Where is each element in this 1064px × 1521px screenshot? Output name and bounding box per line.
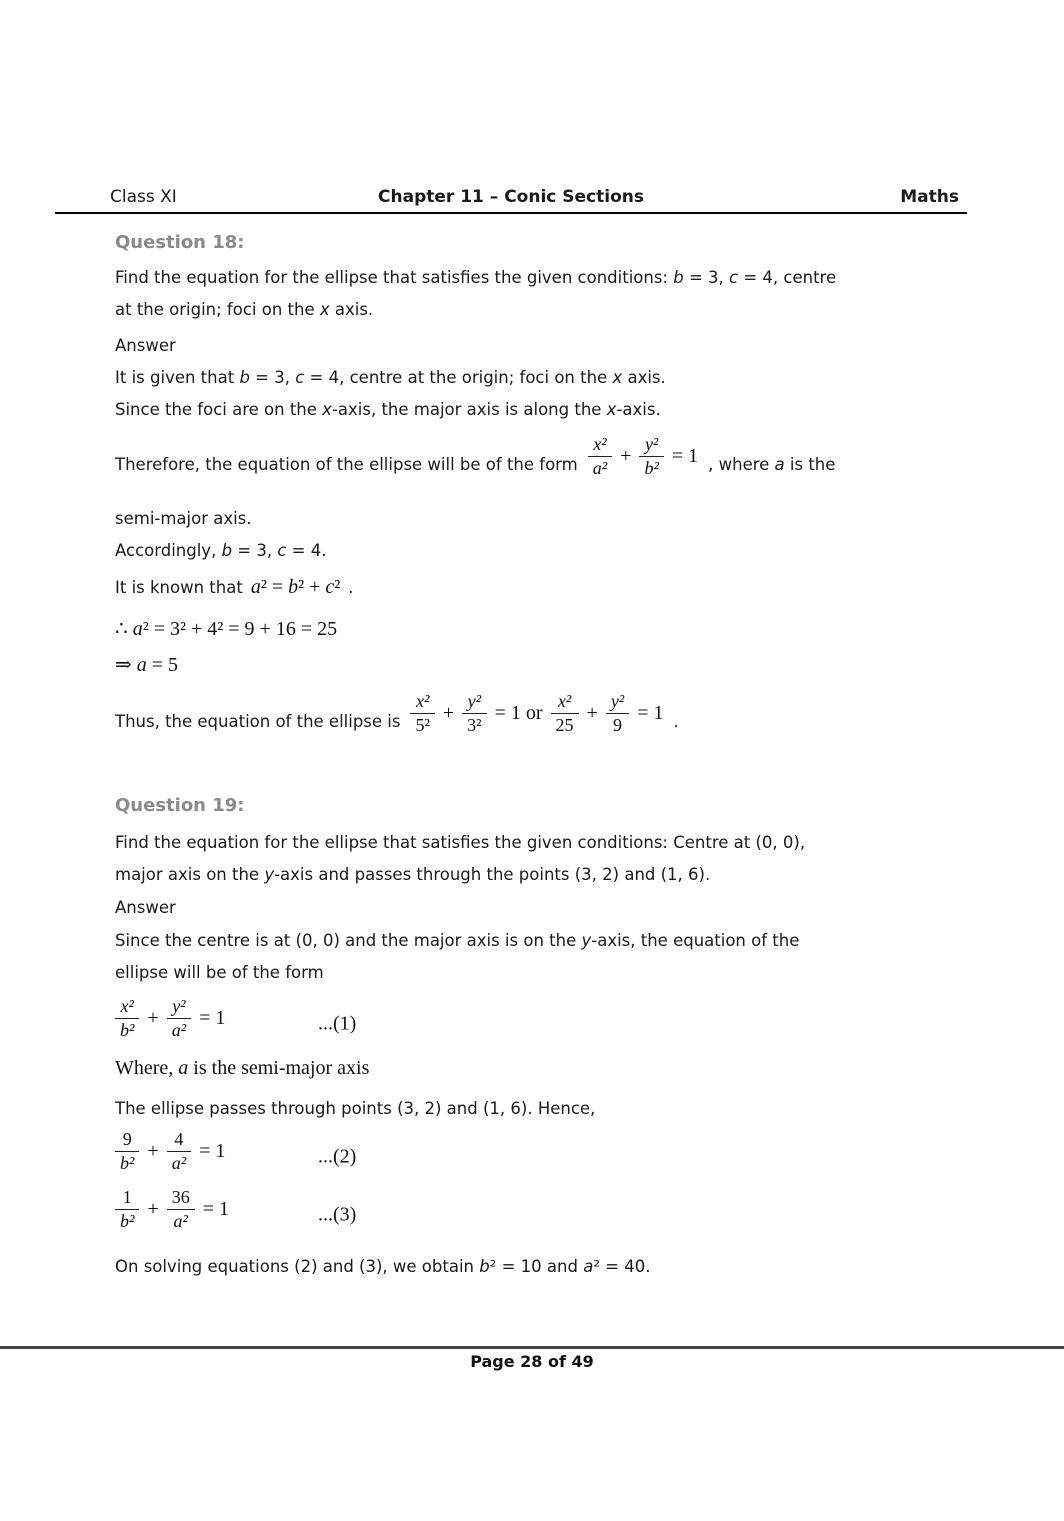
fraction-y2-32: $\frac{\text{y²}}{\text{3²}}$ [462, 690, 486, 736]
equals-one-or: = 1 or [494, 701, 543, 724]
fraction-4-a2: $\frac{4}{\text{a²}}$ [167, 1128, 191, 1174]
fraction-9-b2: $\frac{9}{\text{b²}}$ [115, 1128, 139, 1174]
q18-thus-suffix: . [673, 712, 679, 731]
equals-one: = 1 [202, 1197, 229, 1220]
fraction-x2-b2: $\frac{\text{x²}}{\text{b²}}$ [115, 995, 139, 1041]
footer-rule [0, 1346, 1064, 1349]
q19-since-line: Since the centre is at (0, 0) and the major axis is on the y-axis, the equation of the ellipse will be of the form [115, 931, 800, 982]
plus-operator: + [586, 701, 598, 724]
q19-where-line: Where, a is the semi-major axis [115, 1057, 370, 1079]
header-subject: Maths [900, 187, 959, 207]
plus-operator: + [147, 1197, 159, 1220]
q19-solving-line: On solving equations (2) and (3), we obtain b² = 10 and a² = 40. [115, 1257, 651, 1276]
answer-label-q19: Answer [115, 898, 176, 917]
plus-operator: + [442, 701, 455, 724]
plus-operator: + [147, 1139, 159, 1162]
equals-one: = 1 [637, 701, 664, 724]
fraction-y2-b2: $\frac{\text{y²}}{\text{b²}}$ [639, 433, 663, 479]
q18-therefore-equation: ∴ a² = 3² + 4² = 9 + 16 = 25 [115, 618, 338, 640]
q19-equation-3 [115, 1186, 615, 1244]
question-18-text: Find the equation for the ellipse that satisfies the given conditions: b = 3, c = 4, centre at the origin; foci on the x axis. [115, 268, 837, 319]
q18-known-prefix: It is known that [115, 578, 243, 597]
equation-tag-3: ...(3) [318, 1203, 357, 1226]
q19-eq2-group [115, 1128, 615, 1174]
header-class: Class XI [110, 187, 177, 207]
q18-thus-prefix: Thus, the equation of the ellipse is [115, 712, 401, 731]
page-header [55, 184, 967, 214]
q18-form-row [115, 433, 835, 479]
q19-passes-line: The ellipse passes through points (3, 2) and (1, 6). Hence, [115, 1099, 596, 1118]
fraction-x2-25: $\frac{\text{x²}}{25}$ [551, 690, 579, 736]
equals-one: = 1 [671, 444, 699, 467]
q19-eq1-group [115, 995, 615, 1041]
equals-one: = 1 [199, 1006, 226, 1029]
fraction-x2-52: $\frac{\text{x²}}{\text{5²}}$ [410, 690, 434, 736]
plus-operator: + [147, 1006, 159, 1029]
q18-form-equation [588, 433, 698, 479]
question-18-heading: Question 18: [115, 232, 245, 253]
q18-accordingly-line: Accordingly, b = 3, c = 4. [115, 541, 327, 560]
question-19-text: Find the equation for the ellipse that satisfies the given conditions: Centre at (0, 0), major axis on the y-axis and passes through the points (3, 2) and (1, 6). [115, 833, 806, 884]
answer-label-q18: Answer [115, 336, 176, 355]
q18-implies-equation: ⇒ a = 5 [115, 654, 179, 676]
fraction-y2-9: $\frac{\text{y²}}{9}$ [606, 690, 629, 736]
header-chapter: Chapter 11 – Conic Sections [378, 187, 644, 207]
q18-semi-line: semi-major axis. [115, 509, 252, 528]
fraction-1-b2: $\frac{1}{\text{b²}}$ [115, 1186, 139, 1232]
q18-where-suffix: , where a is the [708, 455, 836, 474]
equals-one: = 1 [199, 1139, 226, 1162]
fraction-x2-a2: $\frac{\text{x²}}{\text{a²}}$ [588, 433, 612, 479]
equation-tag-2: ...(2) [318, 1145, 357, 1168]
question-19-heading: Question 19: [115, 795, 245, 816]
q18-known-formula: a² = b² + c² [250, 576, 341, 598]
plus-operator: + [620, 444, 632, 467]
page-number: Page 28 of 49 [470, 1352, 594, 1371]
equation-tag-1: ...(1) [318, 1012, 357, 1035]
q18-final-equation [410, 690, 663, 736]
q18-since-line: Since the foci are on the x-axis, the major axis is along the x-axis. [115, 400, 661, 419]
q18-known-suffix: . [348, 578, 354, 597]
q18-known-row [115, 576, 354, 599]
q19-eq3-group [115, 1186, 615, 1232]
fraction-y2-a2: $\frac{\text{y²}}{\text{a²}}$ [167, 995, 191, 1041]
fraction-36-a2: $\frac{36}{\text{a²}}$ [167, 1186, 195, 1232]
q19-equation-2 [115, 1128, 615, 1186]
q18-therefore-prefix: Therefore, the equation of the ellipse will be of the form [115, 455, 578, 474]
q19-equation-1 [115, 995, 615, 1053]
q18-given-line: It is given that b = 3, c = 4, centre at the origin; foci on the x axis. [115, 368, 666, 387]
q18-thus-row [115, 690, 679, 736]
